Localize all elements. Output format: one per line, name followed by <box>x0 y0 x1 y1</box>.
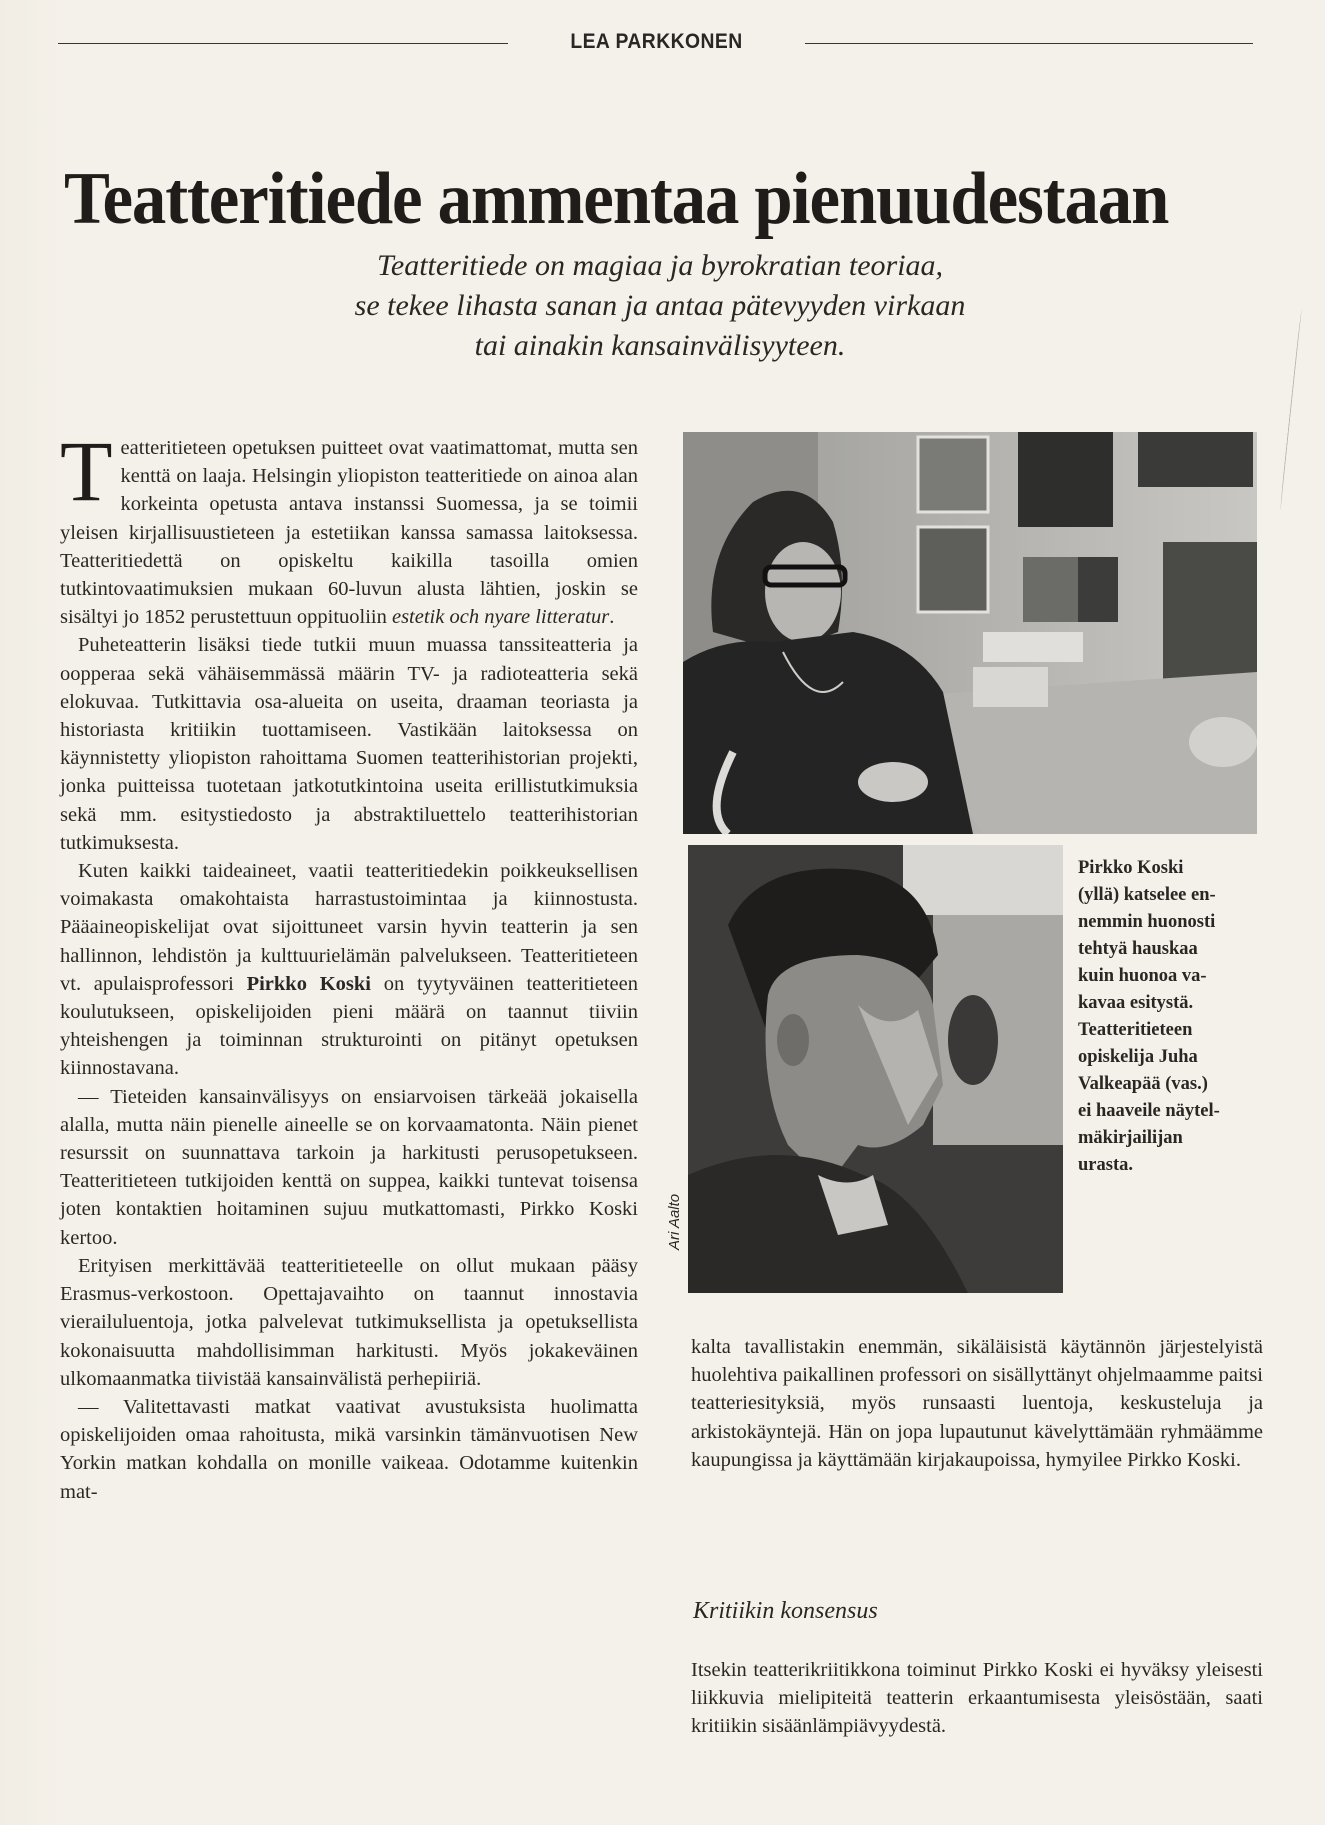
paragraph: Kuten kaikki taideaineet, vaatii teatteritiedekin poikkeuksellisen voimakasta omakohtaista harrastustoimintaa ja kiinnostusta. Pääaineopiskelijat ovat sijoittuneet varsin hyvin teatterin ja sen hallinnon, lehdistön ja kulttuurielämän palvelukseen. Teatteritieteen vt. apulaisprofessori Pirkko Koski on tyytyväinen teatteritieteen koulutukseen, opiskelijoiden pieni määrä on taannut tiiviin yhteishengen ja toiminnan strukturointi on pitänyt opetuksen kiinnostavana. <box>60 860 638 1080</box>
woman-hands <box>858 762 928 802</box>
section-subheading: Kritiikin konsensus <box>693 1598 878 1624</box>
lead-line: se tekee lihasta sanan ja antaa pätevyyden virkaan <box>354 289 966 322</box>
wall-poster <box>918 527 988 612</box>
body-column-right <box>691 1333 1263 1474</box>
paragraph: Erityisen merkittävää teatteritieteelle on ollut mukaan pääsy Erasmus-verkostoon. Opettajavaihto on taannut innostavia vierailuluentoja, jotka palvelevat tutkimuksellista ja opetuksellista kokonaisuutta mahdollisimman harkitusti. Myös jokakeväinen ulkomaanmatka tiivistää kansainvälistä perhepiiriä. <box>60 1254 638 1390</box>
photo-juha-valkeapaa <box>688 845 1063 1293</box>
paragraph: kalta tavallistakin enemmän, sikäläisistä käytännön järjestelyistä huolehtiva paikallinen professori on sisällyttänyt ohjelmaamme paitsi teatteriesityksiä, myös runsaasti luentoja, keskusteluja ja arkistokäyntejä. Hän on jopa lupautunut kävelyttämään ryhmäämme kaupungissa ja käyttämään kirjakaupoissa, hymyilee Pirkko Koski. <box>691 1336 1263 1471</box>
background-person <box>948 995 998 1085</box>
wall-poster-dark <box>1018 432 1113 527</box>
paragraph: — Valitettavasti matkat vaativat avustuksista huolimatta opiskelijoiden omaa rahoitusta, mikä varsinkin tämänvuotisen New Yorkin matkan kohdalla on monille vaikeaa. Odotamme kuitenkin mat- <box>60 1395 638 1503</box>
photo-credit: Ari Aalto <box>666 1193 683 1250</box>
photo-pirkko-koski <box>683 432 1257 834</box>
stack-of-books <box>973 667 1048 707</box>
drop-cap: T <box>60 423 113 519</box>
author-byline: LEA PARKKONEN <box>570 30 743 53</box>
photo-illustration <box>683 432 1257 834</box>
wall-photo <box>1023 557 1078 622</box>
wall-photo <box>1078 557 1118 622</box>
photo-caption: Pirkko Koski (yllä) katselee en- nemmin huonosti tehtyä hauskaa kuin huonoa va- kavaa esitystä. Teatteritieteen opiskelija Juha Valkeapää (vas.) ei haaveile näytel- mäkirjailijan urasta. <box>1078 858 1220 1175</box>
article-title: Teatteritiede ammentaa pienuudestaan <box>64 157 1169 240</box>
wall-poster <box>918 437 988 512</box>
wall-poster-dark <box>1138 432 1253 487</box>
photo-illustration <box>688 845 1063 1293</box>
desk-telephone <box>1189 717 1257 767</box>
lead-line: tai ainakin kansainvälisyyteen. <box>474 329 846 362</box>
page-edge-shadow <box>0 0 62 1825</box>
paragraph: — Tieteiden kansainvälisyys on ensiarvoisen tärkeää jokaisella alalla, mutta näin pienelle aineelle se on korvaamatonta. Näin pienet resurssit on suunnattava tarkoin ja harkitusti perusopetukseen. Teatteritieteen tutkijoiden kenttä on suppea, kaikki tuntevat toisensa joten kontaktien hoitaminen sujuu mutkattomasti, Pirkko Koski kertoo. <box>60 1085 638 1249</box>
body-column-left <box>60 423 638 1506</box>
header-rule-right <box>805 43 1253 44</box>
person-name-bold: Pirkko Koski <box>246 972 371 995</box>
paragraph: Teatteritieteen opetuksen puitteet ovat vaatimattomat, mutta sen kenttä on laaja. Helsingin yliopiston teatteritiede on ainoa alan korkeinta opetusta antava instanssi Suomessa, ja se toimii yleisen kirjallisuustieteen ja estetiikan kanssa samassa laitoksessa. Teatteritiedettä on opiskeltu kaikilla tasoilla omien tutkintovaatimuksien mukaan 60-luvun alusta lähtien, joskin se sisältyi jo 1852 perustettuun oppituoliin estetik och nyare litteratur. <box>60 423 638 629</box>
italic-phrase: estetik och nyare litteratur <box>391 606 610 629</box>
lead-line: Teatteritiede on magiaa ja byrokratian teoriaa, <box>376 249 944 282</box>
window-light <box>903 845 1063 915</box>
paragraph: Puheteatterin lisäksi tiede tutkii muun muassa tanssiteatteria ja oopperaa sekä vähäisemmässä määrin TV- ja radioteatteria sekä elokuvaa. Tutkittavia osa-alueita on useita, draaman teoriasta ja historiasta kritiikin tuottamiseen. Vastikään laitoksessa on käynnistetty yliopiston rahoittama Suomen teatterihistorian projekti, jonka puitteissa tuotetaan jatkotutkintoina useita erillistutkimuksia sekä mm. esitystiedosto ja abstraktiluettelo teatterihistorian tutkimuksesta. <box>60 634 638 854</box>
man-ear <box>777 1014 809 1066</box>
stack-of-papers <box>983 632 1083 662</box>
paper-tear-mark <box>1279 310 1303 510</box>
header-rule-left <box>58 43 508 44</box>
article-lead <box>220 246 1100 366</box>
body-column-right-section <box>691 1656 1263 1741</box>
woman-face <box>765 542 841 642</box>
paragraph: Itsekin teatterikriitikkona toiminut Pirkko Koski ei hyväksy yleisesti liikkuvia mielipiteitä teatterin erkaantumisesta yleisöstään, saati kritiikin sisäänlämpiävyydestä. <box>691 1659 1263 1738</box>
